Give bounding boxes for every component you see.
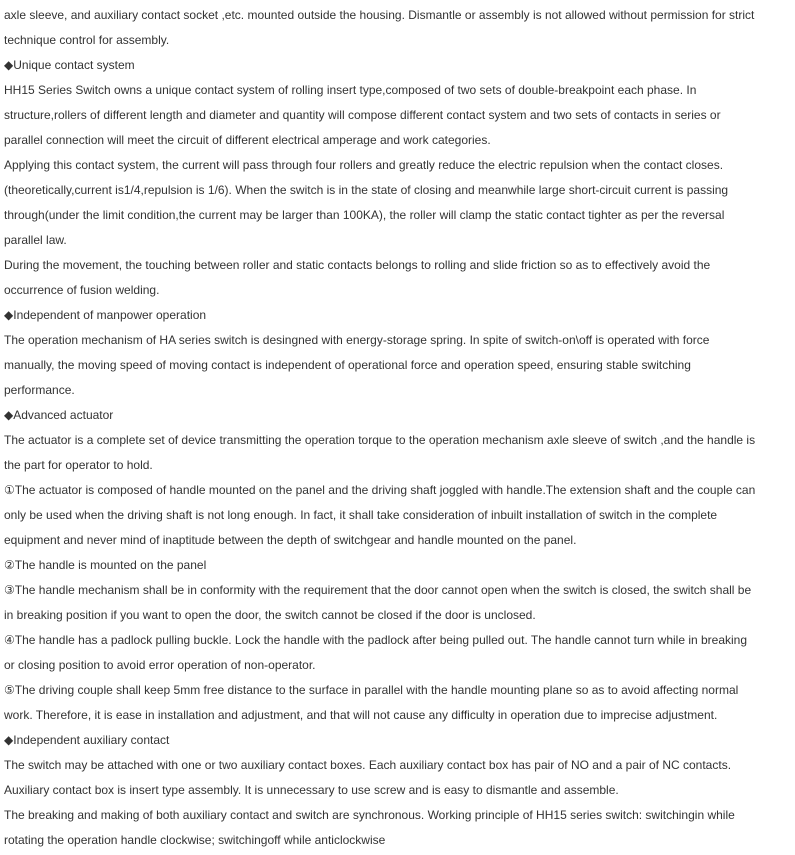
heading-text: ◆Independent of manpower operation — [4, 308, 207, 322]
paragraph-line: Applying this contact system, the current will pass through four rollers and greatly reduce the electric repulsion when the contact closes. — [4, 158, 724, 172]
paragraph-line: manually, the moving speed of moving contact is independent of operational force and operation speed, ensuring stable switching — [4, 358, 691, 372]
paragraph-line: or closing position to avoid error operation of non-operator. — [4, 658, 316, 672]
paragraph-line: ⑤The driving couple shall keep 5mm free distance to the surface in parallel with the handle mounting plane so as to avoid affecting normal — [4, 683, 739, 697]
paragraph-line: structure,rollers of different length and diameter and quantity will compose different contact system and two sets of contacts in series or — [4, 108, 721, 122]
heading-text: ◆Advanced actuator — [4, 408, 114, 422]
paragraph — [4, 803, 791, 853]
paragraph — [4, 328, 791, 403]
paragraph — [4, 78, 791, 153]
paragraph-line: ②The handle is mounted on the panel — [4, 558, 207, 572]
paragraph-line: ③The handle mechanism shall be in conformity with the requirement that the door cannot open when the switch is closed, the switch shall be — [4, 583, 752, 597]
section-heading — [4, 403, 791, 428]
paragraph — [4, 578, 791, 628]
paragraph-line: occurrence of fusion welding. — [4, 283, 160, 297]
paragraph-line: (theoretically,current is1/4,repulsion is 1/6). When the switch is in the state of closing and meanwhile large short-circuit current is passing — [4, 183, 729, 197]
section-heading — [4, 53, 791, 78]
paragraph-line: through(under the limit condition,the current may be larger than 100KA), the roller will clamp the static contact tighter as per the reversal — [4, 208, 725, 222]
heading-text: ◆Unique contact system — [4, 58, 135, 72]
paragraph-line: ①The actuator is composed of handle mounted on the panel and the driving shaft joggled with handle.The extension shaft and the couple can — [4, 483, 756, 497]
paragraph-line: Auxiliary contact box is insert type assembly. It is unnecessary to use screw and is easy to dismantle and assemble. — [4, 783, 619, 797]
paragraph-line: performance. — [4, 383, 75, 397]
section-heading — [4, 303, 791, 328]
paragraph — [4, 428, 791, 478]
paragraph-line: equipment and never mind of inaptitude between the depth of switchgear and handle mounted on the panel. — [4, 533, 577, 547]
paragraph-line: rotating the operation handle clockwise; switchingoff while anticlockwise — [4, 833, 386, 847]
paragraph-line: axle sleeve, and auxiliary contact socket ,etc. mounted outside the housing. Dismantle or assembly is not allowed without permission for strict — [4, 8, 755, 22]
paragraph-line: The switch may be attached with one or two auxiliary contact boxes. Each auxiliary contact box has pair of NO and a pair of NC contacts. — [4, 758, 732, 772]
paragraph-line: The operation mechanism of HA series switch is desingned with energy-storage spring. In spite of switch-on\off is operated with force — [4, 333, 710, 347]
paragraph — [4, 678, 791, 728]
paragraph-line: technique control for assembly. — [4, 33, 170, 47]
section-heading — [4, 728, 791, 753]
paragraph-line: only be used when the driving shaft is not long enough. In fact, it shall take consideration of inbuilt installation of switch in the complete — [4, 508, 718, 522]
paragraph-line: HH15 Series Switch owns a unique contact system of rolling insert type,composed of two sets of double-breakpoint each phase. In — [4, 83, 697, 97]
paragraph-line: parallel connection will meet the circuit of different electrical amperage and work categories. — [4, 133, 491, 147]
paragraph-line: ④The handle has a padlock pulling buckle. Lock the handle with the padlock after being pulled out. The handle cannot turn while in breaking — [4, 633, 748, 647]
paragraph — [4, 253, 791, 303]
paragraph-line: work. Therefore, it is ease in installation and adjustment, and that will not cause any difficulty in operation due to imprecise adjustment. — [4, 708, 718, 722]
paragraph-line: During the movement, the touching between roller and static contacts belongs to rolling and slide friction so as to effectively avoid the — [4, 258, 711, 272]
paragraph-line: The breaking and making of both auxiliary contact and switch are synchronous. Working principle of HH15 series switch: switchingin while — [4, 808, 735, 822]
paragraph — [4, 553, 791, 578]
paragraph-line: the part for operator to hold. — [4, 458, 153, 472]
paragraph — [4, 628, 791, 678]
paragraph-line: in breaking position if you want to open the door, the switch cannot be closed if the door is unclosed. — [4, 608, 536, 622]
heading-text: ◆Independent auxiliary contact — [4, 733, 170, 747]
paragraph — [4, 153, 791, 253]
paragraph-line: parallel law. — [4, 233, 67, 247]
paragraph — [4, 478, 791, 553]
paragraph-line: The actuator is a complete set of device transmitting the operation torque to the operation mechanism axle sleeve of switch ,and the handle is — [4, 433, 756, 447]
paragraph — [4, 753, 791, 803]
paragraph — [4, 3, 791, 53]
